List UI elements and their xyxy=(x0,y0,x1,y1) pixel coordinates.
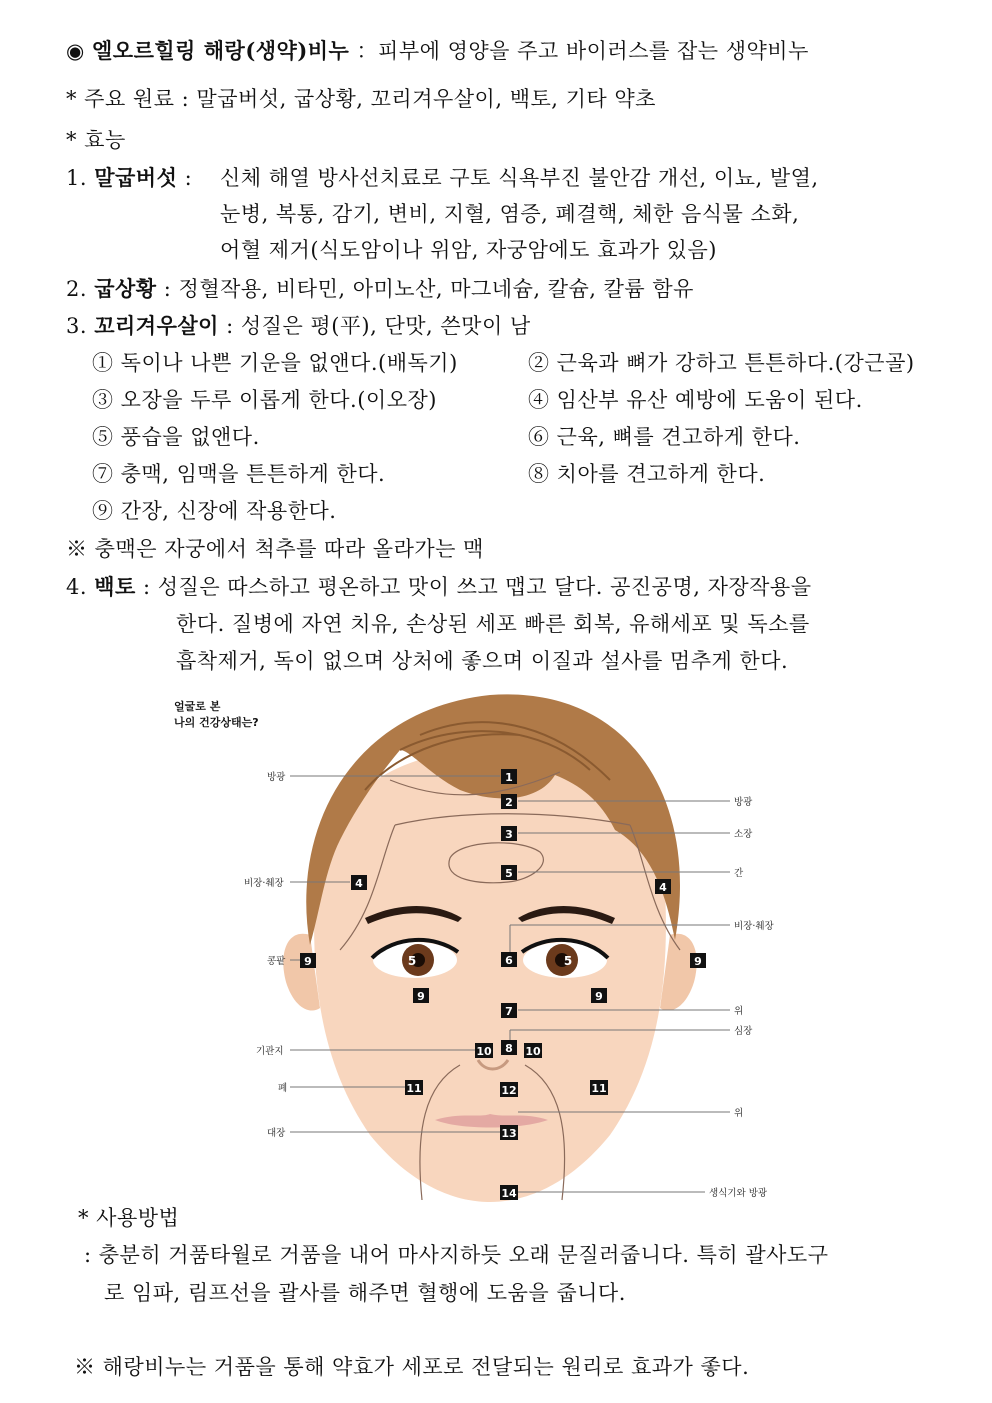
item1-separator: : xyxy=(184,166,193,190)
item3-name: 꼬리겨우살이 xyxy=(94,313,219,338)
zone-box-4-right: 4 xyxy=(659,881,667,894)
item2-line xyxy=(66,274,694,304)
item3-effect-2: ② 근육과 뼈가 강하고 튼튼하다.(강근골) xyxy=(528,351,915,375)
item3-effect-3: ③ 오장을 두루 이롭게 한다.(이오장) xyxy=(92,388,437,412)
zone-box-10-left: 10 xyxy=(476,1045,492,1058)
zone-box-6: 6 xyxy=(505,954,513,967)
zone-box-4-left: 4 xyxy=(355,877,363,890)
product-description: ：피부에 영양을 주고 바이러스를 잡는 생약비누 xyxy=(356,39,809,63)
item3-effect-8: ⑧ 치아를 견고하게 한다. xyxy=(528,462,766,486)
label-large-intestine: 대장 xyxy=(267,1128,286,1139)
label-bronchi: 기관지 xyxy=(256,1046,284,1057)
item1-text-line2: 눈병, 복통, 감기, 변비, 지혈, 염증, 폐결핵, 체한 음식물 소화, xyxy=(220,202,800,226)
zone-box-11-right: 11 xyxy=(591,1082,607,1095)
zone-box-14: 14 xyxy=(501,1187,517,1200)
item1-name: 말굽버섯 xyxy=(94,165,178,190)
item3-effect-1: ① 독이나 나쁜 기운을 없앤다.(배독기) xyxy=(92,351,458,375)
iris-number-left: 5 xyxy=(407,954,417,968)
item4-number: 4. xyxy=(66,575,88,599)
usage-line2: 로 임파, 림프선을 괄사를 해주면 혈행에 도움을 줍니다. xyxy=(104,1281,626,1305)
title-bullet: ◉ xyxy=(66,38,85,63)
item3-effect-4: ④ 임산부 유산 예방에 도움이 된다. xyxy=(528,388,863,412)
item3-number: 3. xyxy=(66,314,88,338)
title-line xyxy=(66,36,809,66)
label-reproductive-bladder: 생식기와 방광 xyxy=(709,1188,768,1199)
note-soap-principle: ※ 해랑비누는 거품을 통해 약효가 세포로 전달되는 원리로 효과가 좋다. xyxy=(74,1355,750,1379)
zone-box-5: 5 xyxy=(505,867,513,880)
label-stomach-lower: 위 xyxy=(734,1108,744,1119)
zone-box-12: 12 xyxy=(501,1084,517,1097)
label-stomach-upper: 위 xyxy=(734,1006,744,1017)
zone-box-7: 7 xyxy=(505,1005,513,1018)
item4-name: 백토 xyxy=(94,574,136,599)
item3-effect-6: ⑥ 근육, 뼈를 견고하게 한다. xyxy=(528,425,801,449)
zone-box-9-ear-right: 9 xyxy=(694,955,702,968)
label-small-intestine: 소장 xyxy=(734,829,753,840)
face-diagram xyxy=(160,690,820,1205)
effects-heading: * 효능 xyxy=(66,128,126,152)
note-chungmaek: ※ 충맥은 자궁에서 척추를 따라 올라가는 맥 xyxy=(66,537,484,561)
zone-box-9-under-eye-left: 9 xyxy=(417,990,425,1003)
zone-box-8: 8 xyxy=(505,1042,513,1055)
iris-number-right: 5 xyxy=(563,954,573,968)
ingredients-line: * 주요 원료 : 말굽버섯, 굽상황, 꼬리겨우살이, 백토, 기타 약초 xyxy=(66,87,656,111)
label-kidney: 콩팥 xyxy=(267,956,286,967)
label-heart: 심장 xyxy=(734,1026,753,1037)
product-name: 엘오르힐링 해랑(생약)비누 xyxy=(92,38,350,63)
item1-text-line3: 어혈 제거(식도암이나 위암, 자궁암에도 효과가 있음) xyxy=(220,238,717,262)
diagram-title-2: 나의 건강상태는? xyxy=(174,716,259,729)
item3-line xyxy=(66,311,531,341)
label-bladder-left: 방광 xyxy=(267,772,286,783)
zone-box-11-left: 11 xyxy=(406,1082,422,1095)
item2-name: 굽상황 xyxy=(94,276,157,301)
item3-effect-7: ⑦ 충맥, 임맥을 튼튼하게 한다. xyxy=(92,462,386,486)
diagram-title-1: 얼굴로 본 xyxy=(174,700,221,713)
label-spleen-pancreas-left: 비장·췌장 xyxy=(244,878,284,889)
usage-line1: : 충분히 거품타월로 거품을 내어 마사지하듯 오래 문질러줍니다. 특히 괄사도구 xyxy=(84,1243,829,1267)
label-bladder-right: 방광 xyxy=(734,797,753,808)
zone-box-13: 13 xyxy=(501,1127,517,1140)
item2-text: : 정혈작용, 비타민, 아미노산, 마그네슘, 칼슘, 칼륨 함유 xyxy=(163,277,694,301)
item4-text-line3: 흡착제거, 독이 없으며 상처에 좋으며 이질과 설사를 멈추게 한다. xyxy=(176,649,789,673)
item3-text: : 성질은 평(平), 단맛, 쓴맛이 남 xyxy=(226,314,531,338)
zone-box-9-ear-left: 9 xyxy=(304,955,312,968)
item2-number: 2. xyxy=(66,277,88,301)
zone-box-10-right: 10 xyxy=(525,1045,541,1058)
zone-box-9-under-eye-right: 9 xyxy=(595,990,603,1003)
item1-text-line1: 신체 해열 방사선치료로 구토 식욕부진 불안감 개선, 이뇨, 발열, xyxy=(220,166,819,190)
item4-line1 xyxy=(66,572,812,602)
zone-box-1: 1 xyxy=(505,771,513,784)
label-spleen-pancreas-right: 비장·췌장 xyxy=(734,921,774,932)
label-lungs: 폐 xyxy=(278,1083,288,1094)
usage-heading: * 사용방법 xyxy=(78,1206,180,1230)
label-liver: 간 xyxy=(734,868,744,879)
zone-box-2: 2 xyxy=(505,796,513,809)
item1-number: 1. xyxy=(66,166,88,190)
zone-box-3: 3 xyxy=(505,828,513,841)
item4-text-line2: 한다. 질병에 자연 치유, 손상된 세포 빠른 회복, 유해세포 및 독소를 xyxy=(176,612,810,636)
item3-effect-5: ⑤ 풍습을 없앤다. xyxy=(92,425,260,449)
item4-text-line1: : 성질은 따스하고 평온하고 맛이 쓰고 맵고 달다. 공진공명, 자장작용을 xyxy=(143,575,812,599)
item3-effect-9: ⑨ 간장, 신장에 작용한다. xyxy=(92,499,337,523)
item1-line1 xyxy=(66,163,192,193)
